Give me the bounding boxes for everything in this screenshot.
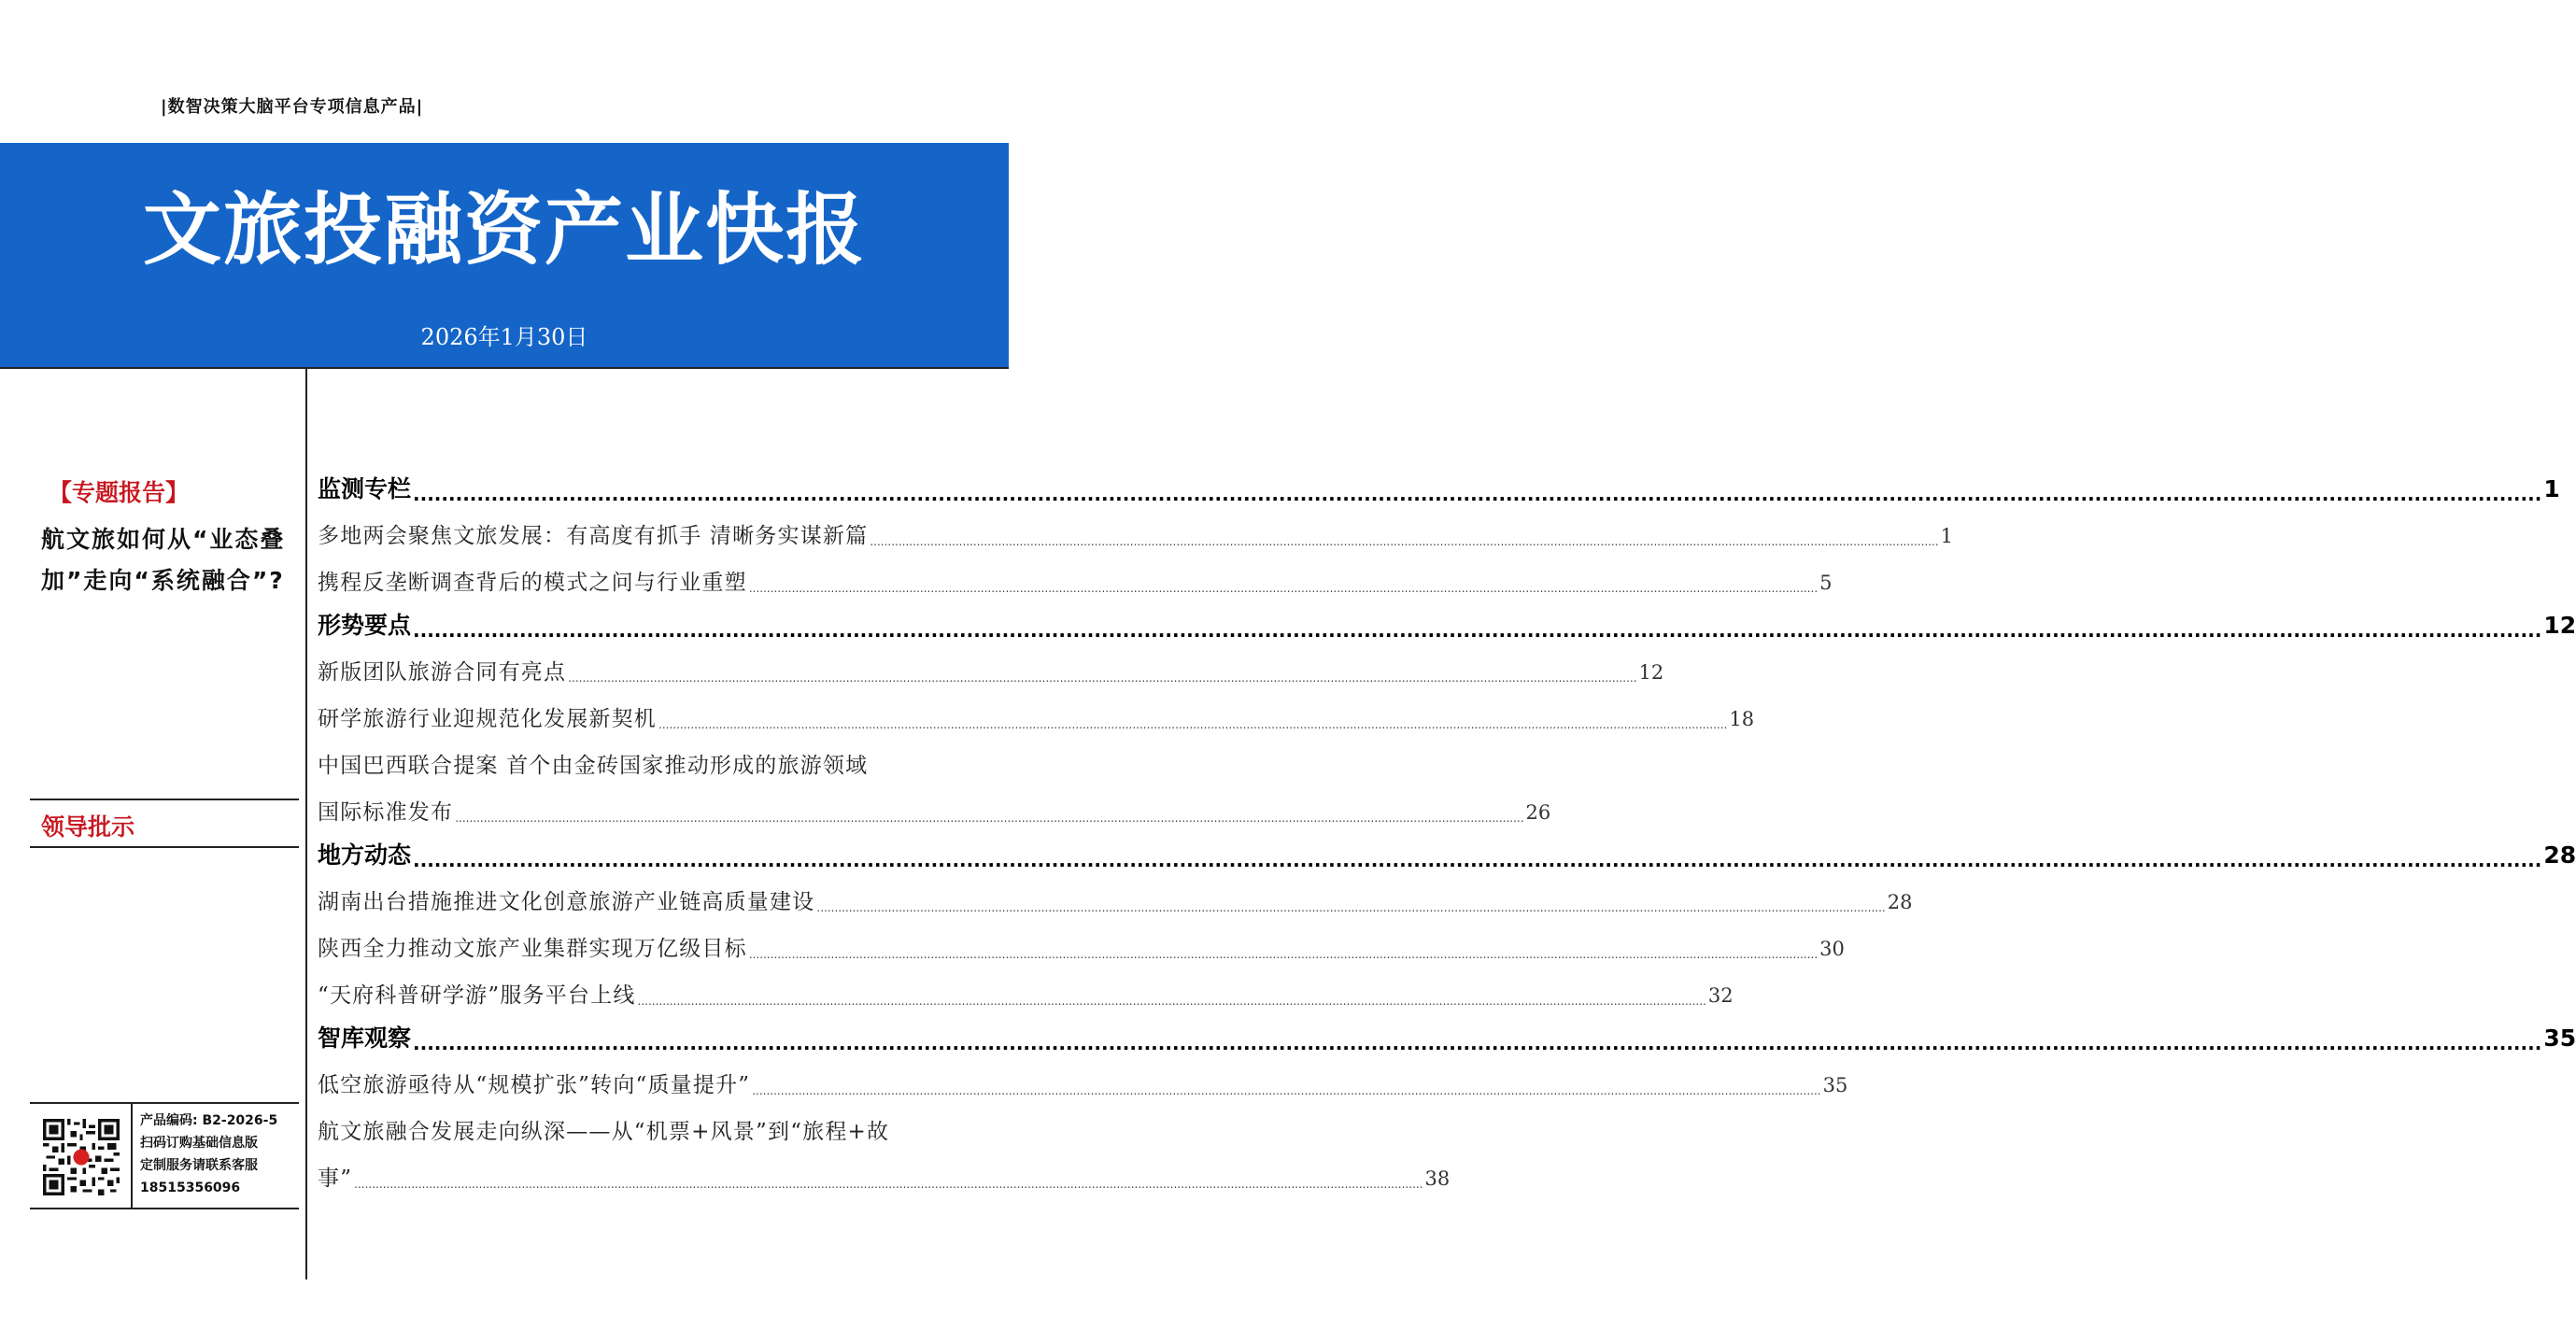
dot-leader: ............................................................................................................................................................................................................................................................................................................: [568, 672, 1637, 685]
info-box: [30, 1102, 299, 1209]
contact-info: [140, 1110, 299, 1199]
header-divider: [0, 367, 1009, 369]
leader-section-bottom-rule: [30, 846, 299, 848]
toc-item-title: 新版团队旅游合同有亮点: [318, 660, 567, 685]
toc-section-think-tank[interactable]: [318, 1016, 2576, 1057]
toc-section-title: 地方动态: [318, 841, 412, 869]
toc-section-monitoring[interactable]: [318, 467, 2560, 508]
toc-page-number: 35: [1822, 1074, 1848, 1096]
toc-section-local[interactable]: [318, 833, 2576, 874]
toc-item-title-continued: 事”: [318, 1166, 353, 1191]
dot-leader: ............................................................................................................................................................................................................................................................................................................: [870, 535, 1939, 548]
dot-leader: ............................................................................................................................................................................................................................................................................................................: [413, 1032, 2542, 1054]
toc-item[interactable]: [318, 697, 1755, 738]
dot-leader: ............................................................................................................................................................................................................................................................................................................: [413, 619, 2542, 642]
toc-item[interactable]: [318, 650, 1664, 691]
toc-item-title: 航文旅融合发展走向纵深——从“机票+风景”到“旅程+故: [318, 1120, 890, 1144]
toc-section-title: 智库观察: [318, 1025, 412, 1052]
subscribe-text: 扫码订购基础信息版: [140, 1136, 258, 1151]
toc-item-title: 研学旅游行业迎规范化发展新契机: [318, 707, 657, 731]
publication-title: 文旅投融资产业快报: [142, 183, 866, 276]
toc-item-title: 携程反垄断调查背后的模式之问与行业重塑: [318, 571, 747, 595]
leader-instructions-label: 领导批示: [41, 813, 135, 841]
dot-leader: ............................................................................................................................................................................................................................................................................................................: [658, 718, 1728, 731]
toc-item-title: 多地两会聚焦文旅发展：有高度有抓手 清晰务实谋新篇: [318, 524, 869, 548]
toc-item-title: 陕西全力推动文旅产业集群实现万亿级目标: [318, 937, 747, 961]
toc-item-line2[interactable]: [318, 1156, 1451, 1197]
toc-item[interactable]: [318, 973, 1734, 1014]
toc-item-title: 低空旅游亟待从“规模扩张”转向“质量提升”: [318, 1073, 751, 1097]
toc-page-number: 12: [2543, 612, 2576, 639]
toc-page-number: 1: [1940, 525, 1954, 547]
toc-item-title: 湖南出台措施推进文化创意旅游产业链高质量建设: [318, 890, 815, 914]
dot-leader: ............................................................................................................................................................................................................................................................................................................: [748, 948, 1819, 961]
toc-page-number: 26: [1525, 801, 1551, 824]
toc-item-title: 中国巴西联合提案 首个由金砖国家推动形成的旅游领域: [318, 754, 869, 778]
toc-item-title-continued: 国际标准发布: [318, 800, 454, 825]
dot-leader: ............................................................................................................................................................................................................................................................................................................: [637, 995, 1706, 1008]
tagline: |数智决策大脑平台专项信息产品|: [161, 97, 424, 117]
toc-item[interactable]: [318, 926, 1845, 968]
toc-item[interactable]: [318, 1063, 1848, 1104]
toc-item-title: “天府科普研学游”服务平台上线: [318, 983, 636, 1008]
toc-item-line1[interactable]: [318, 743, 955, 785]
toc-section-situation[interactable]: [318, 603, 2576, 644]
custom-service-text: 定制服务请联系客服: [140, 1158, 258, 1173]
leader-section-top-rule: [30, 799, 299, 800]
toc-page-number: 1: [2543, 475, 2560, 502]
dot-leader: ............................................................................................................................................................................................................................................................................................................: [455, 812, 1524, 825]
dot-leader: ............................................................................................................................................................................................................................................................................................................: [413, 849, 2542, 871]
dot-leader: ............................................................................................................................................................................................................................................................................................................: [413, 483, 2542, 505]
issue-date: 2026年1月30日: [420, 324, 588, 350]
toc-item-line1[interactable]: [318, 1110, 955, 1151]
toc-page-number: 32: [1707, 984, 1734, 1007]
toc-item[interactable]: [318, 880, 1913, 921]
toc-page-number: 28: [2543, 841, 2576, 869]
column-divider: [305, 369, 307, 1279]
dot-leader: ............................................................................................................................................................................................................................................................................................................: [354, 1178, 1423, 1191]
toc-section-title: 监测专栏: [318, 475, 412, 502]
toc-item[interactable]: [318, 560, 1833, 601]
toc-item[interactable]: [318, 514, 1954, 555]
dot-leader: ............................................................................................................................................................................................................................................................................................................: [816, 901, 1886, 914]
special-report-label: 【专题报告】: [49, 479, 190, 506]
dot-leader: ............................................................................................................................................................................................................................................................................................................: [748, 582, 1819, 595]
dot-leader: ............................................................................................................................................................................................................................................................................................................: [752, 1084, 1821, 1097]
toc-page-number: 5: [1819, 572, 1833, 594]
contact-phone[interactable]: 18515356096: [140, 1180, 241, 1195]
toc-page-number: 12: [1638, 661, 1664, 684]
toc-page-number: 38: [1424, 1167, 1451, 1190]
info-box-bottom-rule: [30, 1208, 299, 1209]
toc-page-number: 30: [1819, 938, 1845, 960]
qr-code-icon[interactable]: [43, 1119, 120, 1195]
product-code: 产品编码: B2-2026-5: [140, 1113, 278, 1128]
title-banner: [0, 143, 1009, 367]
toc-page-number: 18: [1729, 708, 1755, 730]
toc-page-number: 35: [2543, 1025, 2576, 1052]
toc-page-number: 28: [1887, 891, 1913, 913]
info-box-divider: [131, 1104, 133, 1209]
toc-section-title: 形势要点: [318, 612, 412, 639]
special-report-title[interactable]: 航文旅如何从“业态叠加”走向“系统融合”?: [41, 526, 286, 594]
toc-item-line2[interactable]: [318, 790, 1551, 831]
